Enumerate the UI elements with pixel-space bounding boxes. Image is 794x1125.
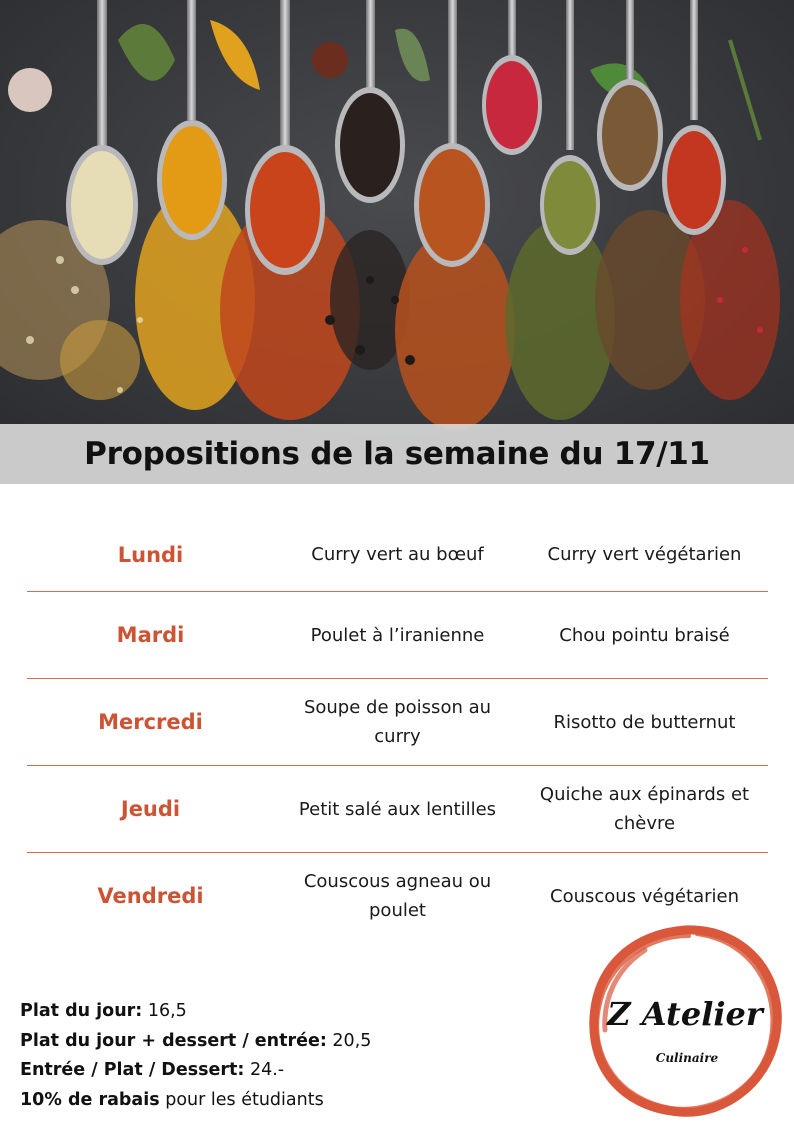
day-label: Vendredi (97, 884, 204, 908)
title-band (0, 424, 794, 484)
weekly-menu-table (27, 518, 768, 939)
dish-main: Petit salé aux lentilles (298, 798, 497, 820)
z-atelier-logo (585, 920, 785, 1120)
page-title: Propositions de la semaine du 17/11 (84, 436, 710, 472)
price-line (20, 1086, 371, 1116)
dish-main: Couscous agneau ou poulet (303, 871, 492, 921)
dish-vegetarian: Chou pointu braisé (559, 624, 730, 646)
price-value: 20,5 (326, 1030, 372, 1051)
menu-row-wednesday (27, 679, 768, 766)
dish-vegetarian: Quiche aux épinards et chèvre (539, 784, 750, 834)
logo-name: Z Atelier (607, 995, 763, 1033)
menu-row-tuesday (27, 592, 768, 679)
price-list (20, 997, 371, 1115)
day-label: Jeudi (120, 797, 181, 821)
spices-hero-image (0, 0, 794, 484)
price-value: 16,5 (142, 1001, 187, 1021)
day-label: Mercredi (98, 710, 203, 734)
menu-row-monday (27, 518, 768, 592)
dish-vegetarian: Couscous végétarien (550, 885, 739, 907)
price-line (20, 1056, 371, 1086)
dish-main: Soupe de poisson au curry (303, 697, 492, 747)
price-line (20, 997, 371, 1027)
price-label: Entrée / Plat / Dessert: (20, 1060, 245, 1080)
menu-row-thursday (27, 766, 768, 853)
day-label: Mardi (116, 623, 185, 647)
price-label: Plat du jour: (20, 1001, 143, 1021)
dish-vegetarian: Curry vert végétarien (547, 544, 742, 565)
price-label: Plat du jour + dessert / entrée: (20, 1030, 327, 1051)
price-label: 10% de rabais (20, 1089, 160, 1110)
dish-vegetarian: Risotto de butternut (553, 711, 736, 733)
price-value: pour les étudiants (159, 1089, 324, 1110)
logo-subtitle: Culinaire (655, 1051, 719, 1065)
dish-main: Poulet à l’iranienne (310, 624, 485, 646)
price-value: 24.- (244, 1060, 285, 1080)
day-label: Lundi (117, 542, 184, 567)
dish-main: Curry vert au bœuf (311, 544, 484, 565)
price-line (20, 1027, 371, 1057)
